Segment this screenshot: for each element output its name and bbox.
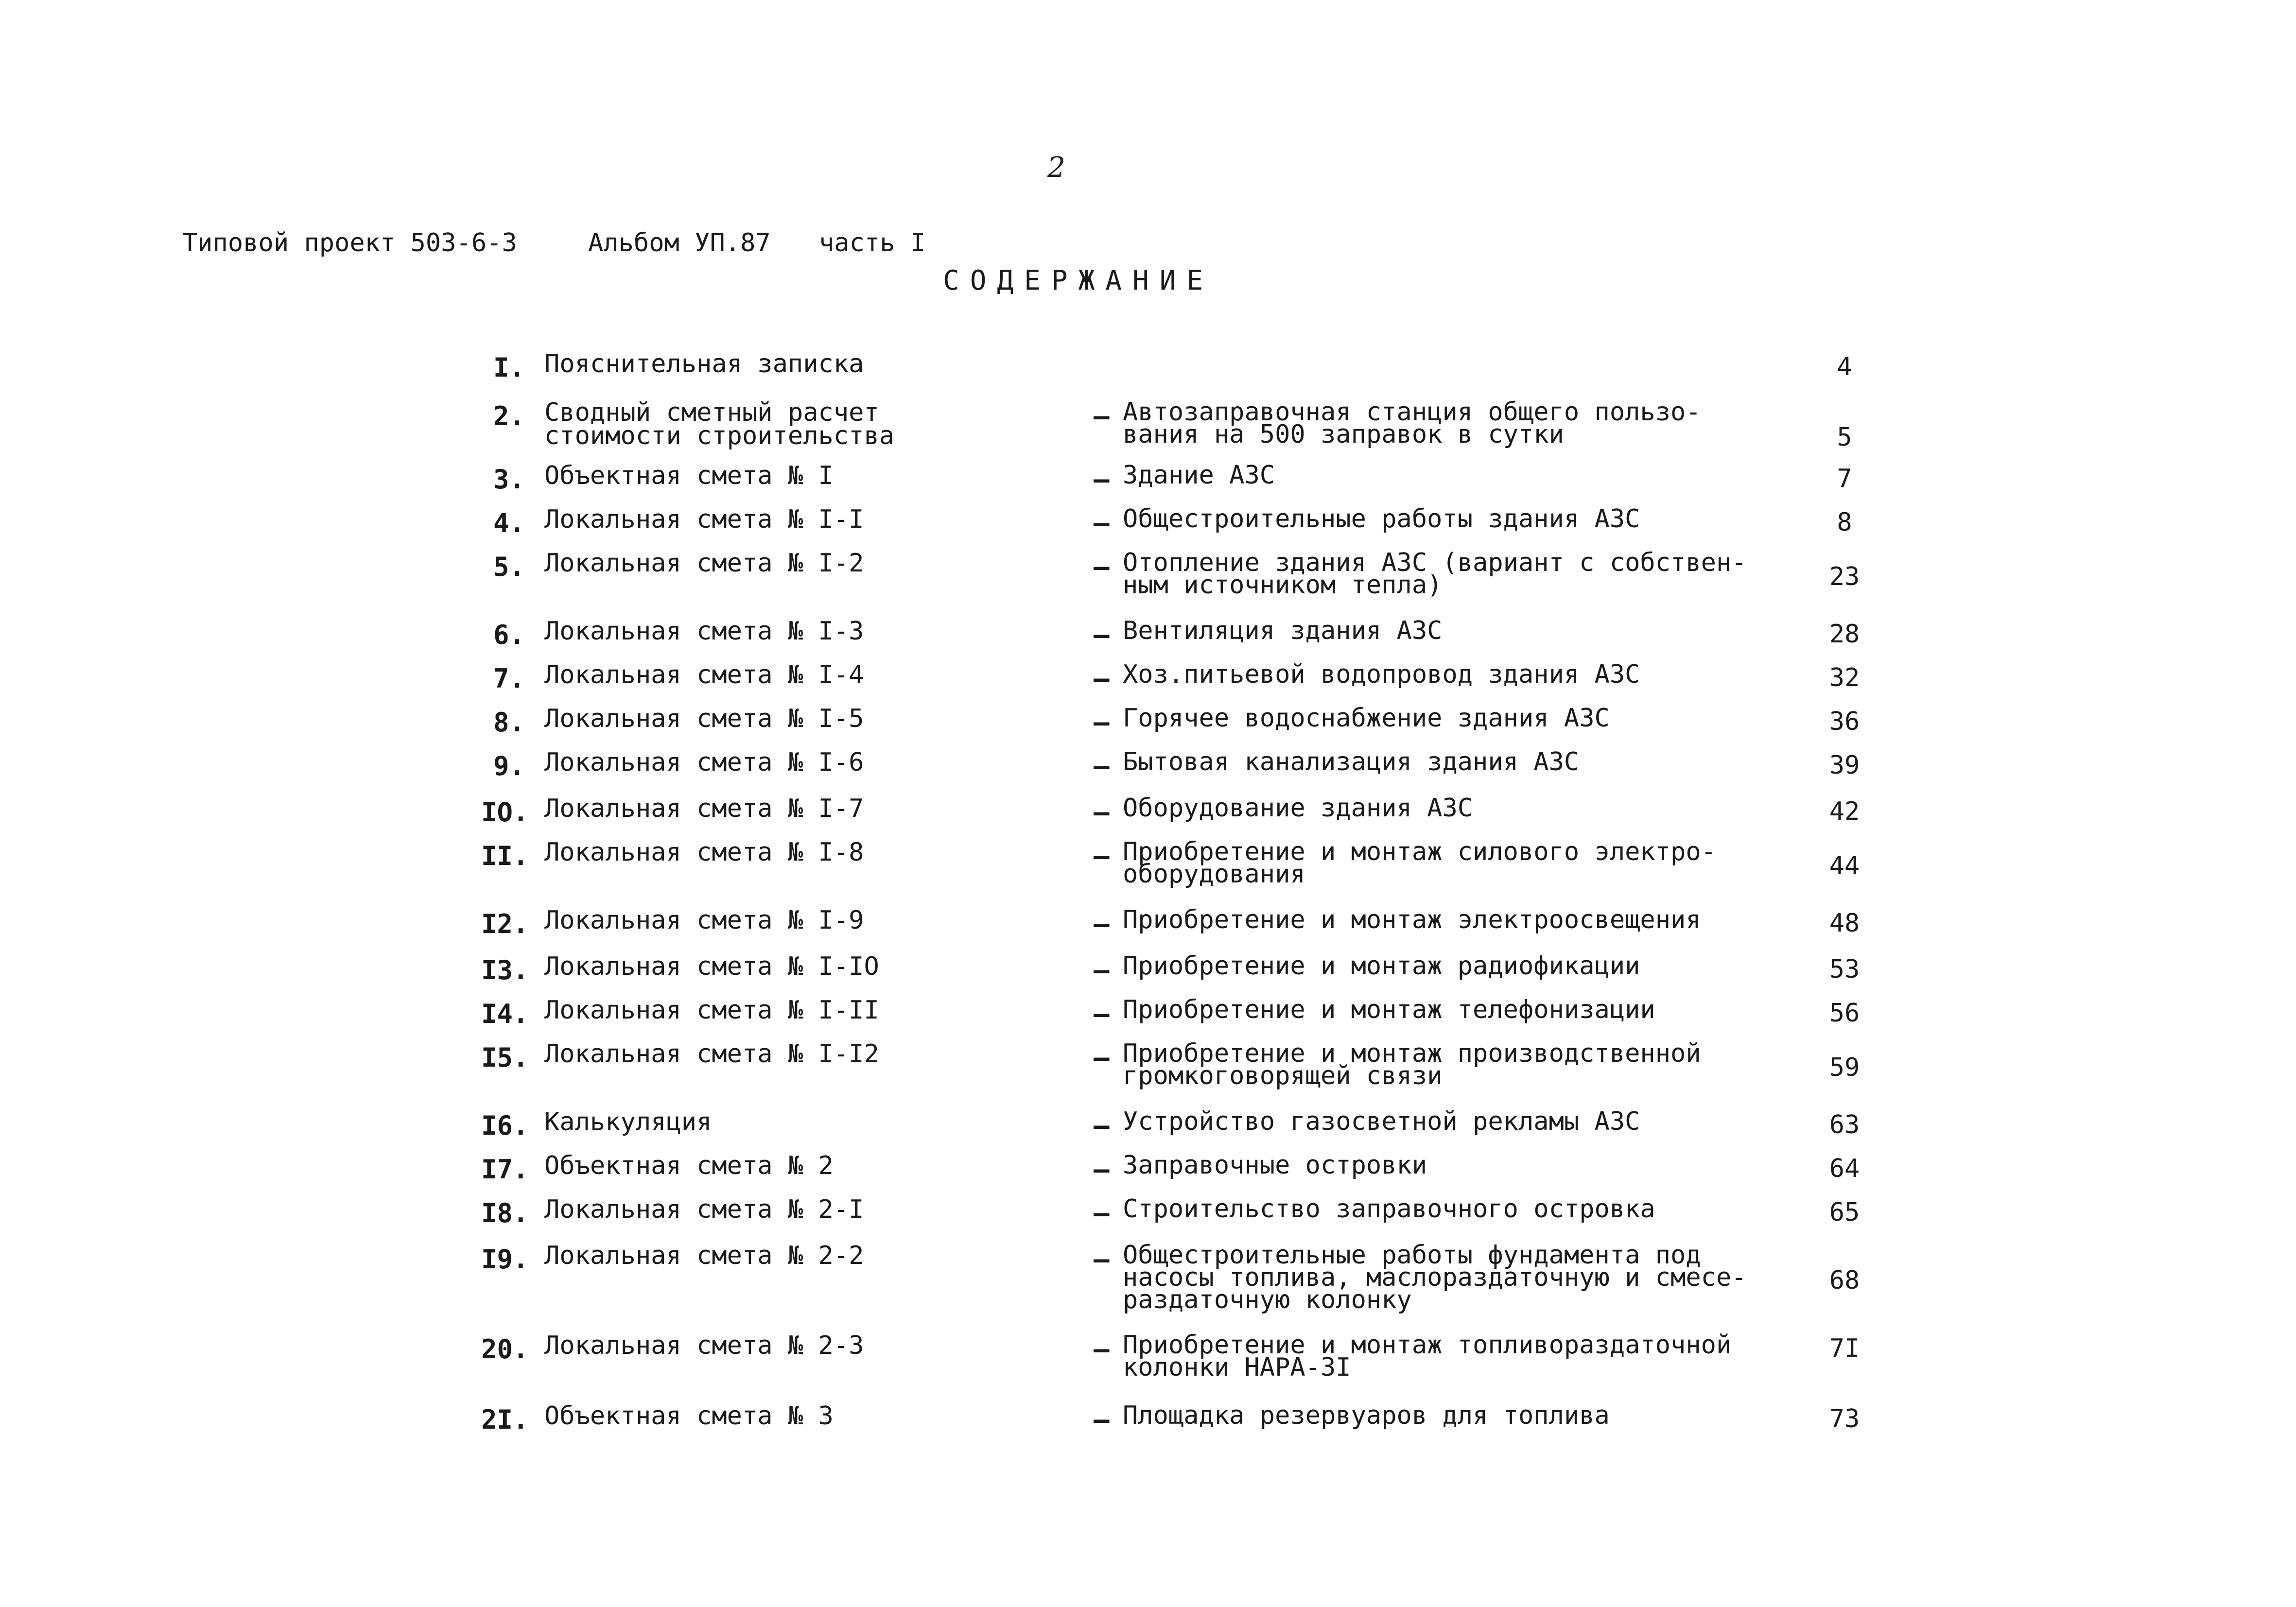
toc-entry-page: 7 (1837, 464, 1852, 493)
toc-entry-number: IO. (481, 797, 529, 828)
toc-entry-page: 73 (1829, 1404, 1860, 1434)
toc-entry-number: 3. (493, 464, 525, 495)
toc-entry-name: Локальная смета № I-5 (544, 704, 864, 733)
document-title: СОДЕРЖАНИЕ (943, 265, 1214, 296)
toc-entry-page: 64 (1829, 1154, 1860, 1183)
toc-entry-description: Приобретение и монтаж радиофикации (1123, 951, 1640, 981)
toc-entry-description: Площадка резервуаров для топлива (1123, 1401, 1610, 1430)
toc-entry-dash: – (1094, 401, 1110, 432)
toc-entry-page: 68 (1829, 1266, 1860, 1295)
toc-entry-description: Приобретение и монтаж производственной громкоговорящей связи (1123, 1039, 1701, 1090)
header-project: Типовой проект 503-6-3 (182, 228, 517, 258)
toc-entry-number: I. (493, 352, 525, 383)
toc-entry-description: Общестроительные работы фундамента под насосы топлива, маслораздаточную и смесе- раздаточную колонку (1123, 1241, 1747, 1314)
toc-entry-number: I8. (481, 1198, 529, 1228)
toc-entry-description: Отопление здания АЗС (вариант с собствен- ным источником тепла) (1123, 548, 1747, 600)
toc-entry-number: 9. (493, 751, 525, 781)
toc-entry-name: Локальная смета № I-2 (544, 549, 864, 578)
toc-entry-number: 2I. (481, 1404, 529, 1435)
toc-entry-number: I9. (481, 1244, 529, 1275)
toc-entry-description: Строительство заправочного островка (1123, 1194, 1655, 1224)
toc-entry-name: Локальная смета № I-9 (544, 906, 864, 935)
toc-entry-number: I7. (481, 1154, 529, 1185)
toc-entry-number: 5. (493, 552, 525, 582)
header-album: Альбом УП.87 (588, 228, 771, 258)
toc-entry-description: Автозаправочная станция общего пользо- вания на 500 заправок в сутки (1123, 397, 1701, 449)
toc-entry-number: 2. (493, 401, 525, 432)
toc-entry-page: 42 (1829, 797, 1860, 826)
toc-entry-page: 44 (1829, 851, 1860, 881)
toc-entry-number: 6. (493, 620, 525, 650)
toc-entry-page: 48 (1829, 909, 1860, 938)
toc-entry-dash: – (1094, 1334, 1110, 1365)
toc-entry-dash: – (1094, 1042, 1110, 1073)
toc-entry-dash: – (1094, 955, 1110, 985)
toc-entry-number: I6. (481, 1110, 529, 1141)
toc-entry-number: 7. (493, 663, 525, 694)
toc-entry-dash: – (1094, 1154, 1110, 1185)
toc-entry-dash: – (1094, 707, 1110, 738)
toc-entry-name: Пояснительная записка (544, 349, 864, 379)
toc-entry-description: Приобретение и монтаж телефонизации (1123, 995, 1655, 1024)
toc-entry-number: I2. (481, 909, 529, 939)
toc-entry-dash: – (1094, 508, 1110, 538)
toc-entry-name: Локальная смета № 2-2 (544, 1241, 864, 1270)
toc-entry-description: Приобретение и монтаж электроосвещения (1123, 905, 1701, 934)
toc-entry-description: Хоз.питьевой водопровод здания АЗС (1123, 660, 1640, 689)
toc-entry-number: II. (481, 841, 529, 871)
toc-entry-dash: – (1094, 1244, 1110, 1275)
toc-entry-number: I3. (481, 955, 529, 985)
toc-entry-description: Оборудование здания АЗС (1123, 794, 1473, 823)
toc-entry-name: Локальная смета № 2-I (544, 1195, 864, 1224)
toc-entry-name: Локальная смета № I-4 (544, 660, 864, 690)
toc-entry-dash: – (1094, 552, 1110, 582)
toc-entry-dash: – (1094, 1110, 1110, 1141)
toc-entry-description: Приобретение и монтаж силового электро- оборудования (1123, 837, 1716, 889)
toc-entry-description: Вентиляция здания АЗС (1123, 616, 1443, 645)
toc-entry-dash: – (1094, 751, 1110, 781)
toc-entry-page: 7I (1829, 1334, 1860, 1363)
toc-entry-name: Локальная смета № I-6 (544, 748, 864, 777)
toc-entry-name: Локальная смета № I-I (544, 505, 864, 534)
toc-entry-description: Горячее водоснабжение здания АЗС (1123, 704, 1610, 733)
toc-entry-number: 8. (493, 707, 525, 738)
toc-entry-page: 53 (1829, 955, 1860, 984)
toc-entry-name: Объектная смета № I (544, 461, 834, 490)
toc-entry-page: 56 (1829, 999, 1860, 1028)
header-part: часть I (819, 228, 926, 258)
toc-entry-dash: – (1094, 1198, 1110, 1228)
toc-entry-name: Локальная смета № I-8 (544, 838, 864, 867)
toc-entry-dash: – (1094, 797, 1110, 828)
toc-entry-name: Локальная смета № I-II (544, 996, 879, 1025)
toc-entry-page: 5 (1837, 423, 1852, 452)
toc-entry-page: 59 (1829, 1053, 1860, 1082)
toc-entry-description: Приобретение и монтаж топливораздаточной колонки НАРА-3I (1123, 1331, 1732, 1382)
toc-entry-description: Бытовая канализация здания АЗС (1123, 747, 1580, 777)
toc-entry-page: 39 (1829, 751, 1860, 780)
toc-entry-number: 4. (493, 508, 525, 538)
toc-entry-dash: – (1094, 999, 1110, 1029)
page-number: 2 (1047, 151, 1065, 184)
toc-entry-description: Устройство газосветной рекламы АЗС (1123, 1107, 1640, 1136)
toc-entry-page: 63 (1829, 1110, 1860, 1140)
toc-entry-dash: – (1094, 1404, 1110, 1435)
toc-entry-name: Локальная смета № I-7 (544, 794, 864, 823)
toc-entry-page: 65 (1829, 1198, 1860, 1227)
toc-entry-name: Локальная смета № 2-3 (544, 1331, 864, 1360)
toc-entry-name: Объектная смета № 2 (544, 1151, 834, 1180)
toc-entry-name: Сводный сметный расчет стоимости строительства (544, 398, 895, 450)
toc-entry-name: Калькуляция (544, 1107, 712, 1137)
toc-entry-name: Объектная смета № 3 (544, 1401, 834, 1431)
toc-entry-dash: – (1094, 909, 1110, 939)
toc-entry-dash: – (1094, 620, 1110, 650)
toc-entry-description: Здание АЗС (1123, 461, 1275, 490)
toc-entry-page: 36 (1829, 707, 1860, 736)
toc-entry-number: I4. (481, 999, 529, 1029)
toc-entry-page: 28 (1829, 620, 1860, 649)
toc-entry-description: Общестроительные работы здания АЗС (1123, 504, 1640, 534)
toc-entry-dash: – (1094, 841, 1110, 871)
toc-entry-page: 32 (1829, 663, 1860, 692)
toc-entry-dash: – (1094, 663, 1110, 694)
toc-entry-name: Локальная смета № I-3 (544, 617, 864, 646)
toc-entry-name: Локальная смета № I-I2 (544, 1039, 879, 1069)
toc-entry-number: I5. (481, 1042, 529, 1073)
toc-entry-dash: – (1094, 464, 1110, 495)
toc-entry-page: 23 (1829, 562, 1860, 591)
toc-entry-page: 4 (1837, 352, 1852, 381)
toc-entry-description: Заправочные островки (1123, 1151, 1427, 1180)
toc-entry-page: 8 (1837, 508, 1852, 537)
toc-entry-name: Локальная смета № I-IO (544, 952, 879, 981)
toc-entry-number: 20. (481, 1334, 529, 1365)
